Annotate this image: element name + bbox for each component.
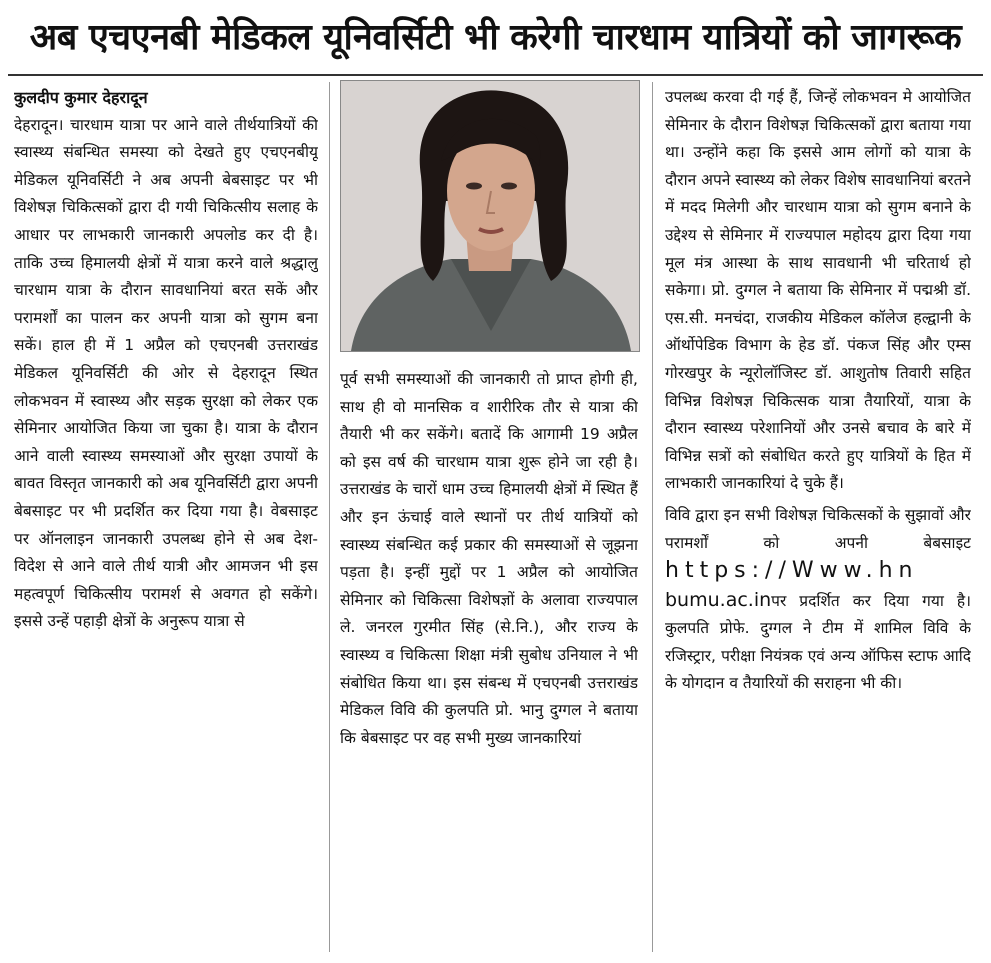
article-text-column-3-cont: विवि द्वारा इन सभी विशेषज्ञ चिकित्सकों के सुझावों और परामर्शों को अपनी बेबसाइट [665,505,971,552]
column-divider [652,82,653,952]
byline: कुलदीप कुमार देहरादून [14,88,148,107]
headline: अब एचएनबी मेडिकल यूनिवर्सिटी भी करेगी चारधाम यात्रियों को जागरूक [29,17,962,58]
website-url-part-2: bumu.ac.in [665,588,772,611]
portrait-photo [340,80,640,352]
column-divider [329,82,330,952]
headline-rule [8,74,983,76]
website-url-part-1: https://Www.hn [665,558,919,584]
article-column-1 [14,84,318,954]
article-text-column-1: देहरादून। चारधाम यात्रा पर आने वाले तीर्थयात्रियों की स्वास्थ्य संबन्धित समस्या को देखते हुए एचएनबीयू मेडिकल यूनिवर्सिटी ने अब अपनी बेबसाइट पर भी विशेषज्ञ चिकित्सकों द्वारा दी गयी चिकित्सीय सलाह के आधार पर लाभकारी जानकारी अपलोड कर दी है। ताकि उच्च हिमालयी क्षेत्रों में यात्रा करने वाले श्रद्धालु चारधाम यात्रा के दौरान सावधानियां बरत सकें और परामर्शों का पालन कर अपनी यात्रा को सुगम बना सकें। हाल ही में 1 अप्रैल को एचएनबी उत्तराखंड मेडिकल यूनिवर्सिटी की ओर से देहरादून स्थित लोकभवन में स्वास्थ्य और सड़क सुरक्षा को लेकर एक सेमिनार आयोजित किया जा चुका है। यात्रा के दौरान आने वाली स्वास्थ्य समस्याओं और सुरक्षा उपायों के बावत विस्तृत जानकारी को अब यूनिवर्सिटी द्वारा अपनी बेबसाइट पर भी प्रदर्शित कर दिया गया है। वेबसाइट पर ऑनलाइन जानकारी उपलब्ध होने से अब देश-विदेश से आने वाले तीर्थ यात्री और आमजन भी इस महत्वपूर्ण चिकित्सीय परामर्श से अवगत हो सकेंगे। इससे उन्हें पहाड़ी क्षेत्रों के अनुरूप यात्रा से [14,115,318,631]
article-column-2 [340,366,638,954]
article-column-3 [665,84,971,954]
article-text-column-3: उपलब्ध करवा दी गई हैं, जिन्हें लोकभवन मे आयोजित सेमिनार के दौरान विशेषज्ञ चिकित्सकों द्वारा बताया गया था। उन्होंने कहा कि इससे आम लोगों को यात्रा के दौरान अपने स्वास्थ्य को लेकर विशेष सावधानियां बरतने में मदद मिलेगी और चारधाम यात्रा को सुगम बनाने के उद्देश्य से सेमिनार में राज्यपाल महोदय द्वारा दिया गया मूल मंत्र आस्था के साथ सावधानी भी चरितार्थ हो सकेगा। प्रो. दुग्गल ने बताया कि सेमिनार में पद्मश्री डॉ. एस.सी. मनचंदा, राजकीय मेडिकल कॉलेज हल्द्वानी के ऑर्थोपेडिक विभाग के हेड डॉ. पंकज सिंह और एम्स गोरखपुर के न्यूरोलॉजिस्ट डॉ. आशुतोष तिवारी सहित विभिन्न विशेषज्ञ चिकित्सक यात्रा तैयारियों, यात्रा के दौरान स्वास्थ्य परेशानियों और उनसे बचाव के बारे में विभिन्न सत्रों को संबोधित करते हुए यात्रियों के हित में लाभकारी जानकारियां दे चुके हैं। [665,88,971,493]
article-text-column-2: पूर्व सभी समस्याओं की जानकारी तो प्राप्त होगी ही, साथ ही वो मानसिक व शारीरिक तौर से यात्रा की तैयारी भी कर सकेंगे। बतादें कि आगामी 19 अप्रैल को इस वर्ष की चारधाम यात्रा शुरू होने जा रही है। उत्तराखंड के चारों धाम उच्च हिमालयी क्षेत्रों में स्थित हैं और इन ऊंचाई वाले स्थानों पर तीर्थ यात्रियों को स्वास्थ्य संबन्धित कई प्रकार की समस्याओं से जूझना पड़ता है। इन्हीं मुद्दों पर 1 अप्रैल को आयोजित सेमिनार को चिकित्सा विशेषज्ञों के अलावा राज्यपाल ले. जनरल गुरमीत सिंह (से.नि.), और राज्य के स्वास्थ्य व चिकित्सा शिक्षा मंत्री सुबोध उनियाल ने भी संबोधित किया था। इस संबन्ध में एचएनबी उत्तराखंड मेडिकल विवि की कुलपति प्रो. भानु दुग्गल ने बताया कि बेबसाइट पर वह सभी मुख्य जानकारियां [340,370,638,747]
article-text-column-3-end: पर प्रदर्शित कर दिया गया है। कुलपति प्रोफे. दुग्गल ने टीम में शामिल विवि के रजिस्ट्रार, परीक्षा नियंत्रक एवं अन्य ऑफिस स्टाफ आदि के योगदान व तैयारियों की सराहना भी की। [665,591,971,693]
